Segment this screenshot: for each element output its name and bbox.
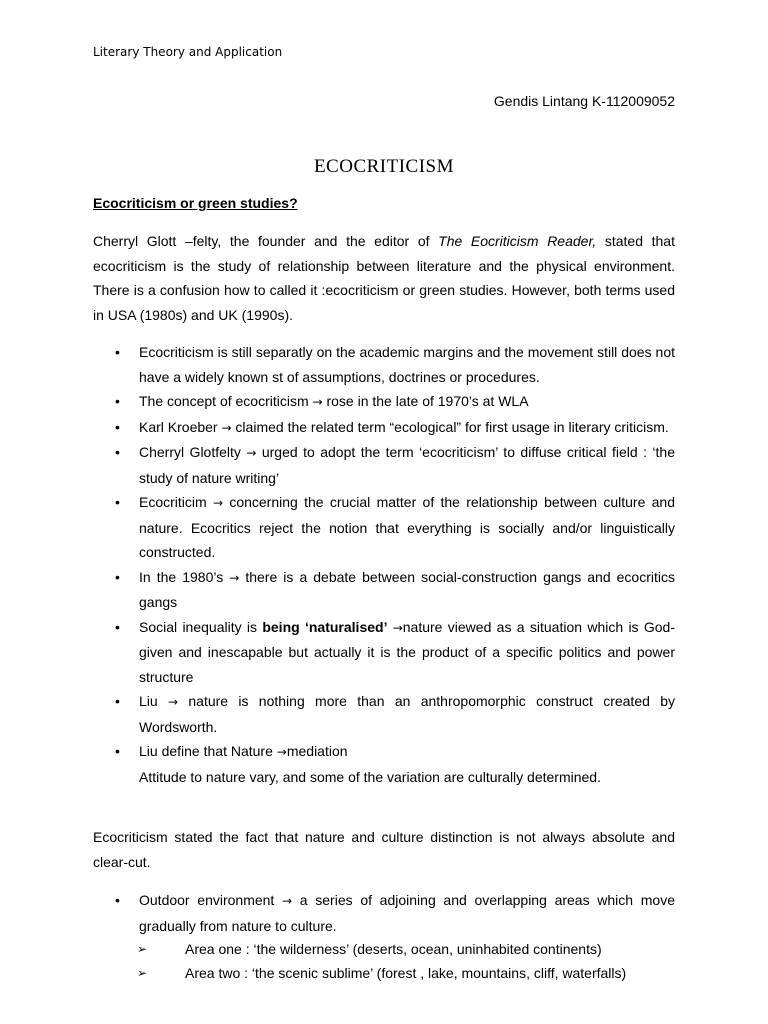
bullet-list-2 <box>93 888 675 938</box>
list-item-text: Ecocriticism is still separatly on the academic margins and the movement still does not have a widely known st of assumptions, doctrines or procedures. <box>139 344 675 385</box>
item-subject: Liu define that Nature <box>139 743 277 759</box>
arrowhead-icon: ➢ <box>137 942 148 956</box>
item-continuation: Attitude to nature vary, and some of the variation are culturally determined. <box>139 768 601 785</box>
author-line: Gendis Lintang K-112009052 <box>493 93 675 109</box>
list-item <box>93 340 675 389</box>
emphasis-text: being ‘naturalised’ <box>262 618 388 635</box>
sub-item-text: Area one : ‘the wilderness’ (deserts, ocean, uninhabited continents) <box>185 941 602 957</box>
bullet-icon: • <box>115 568 120 585</box>
item-detail: concerning the crucial matter of the relationship between culture and nature. Ecocritics reject the notion that everything is socially and/or linguistically constructed. <box>139 494 676 560</box>
list-item <box>93 888 675 938</box>
bullet-icon: • <box>115 618 120 635</box>
item-subject: Cherryl Glotfelty <box>139 444 247 460</box>
bullet-icon: • <box>115 393 120 409</box>
bullet-icon: • <box>115 444 120 460</box>
document-title: ECOCRITICISM <box>313 156 455 177</box>
sub-item-text: Area two : ‘the scenic sublime’ (forest , lake, mountains, cliff, waterfalls) <box>185 965 627 981</box>
bullet-icon: • <box>115 892 120 908</box>
arrow-icon: → <box>282 894 293 908</box>
sub-item <box>139 961 626 986</box>
bullet-icon: • <box>115 494 120 510</box>
item-detail: rose in the late of 1970’s at WLA <box>322 393 529 409</box>
list-item <box>93 389 675 415</box>
list-item <box>93 490 675 565</box>
item-subject: Liu <box>139 693 168 709</box>
arrow-icon: → <box>212 496 224 510</box>
item-detail: a series of adjoining and overlapping areas which move gradually from nature to culture. <box>139 892 676 934</box>
arrow-icon: → <box>168 695 179 709</box>
item-detail: urged to adopt the term ‘ecocriticism’ to diffuse critical field : ‘the study of nature writing’ <box>139 444 675 486</box>
item-subject: Social inequality is <box>139 618 263 635</box>
book-title: The Eocriticism Reader, <box>438 233 597 249</box>
item-subject: Outdoor environment <box>139 892 283 908</box>
bullet-icon: • <box>115 344 120 360</box>
item-detail: nature is nothing more than an anthropomorphic construct created by Wordsworth. <box>139 693 675 735</box>
arrow-icon: → <box>246 446 257 460</box>
arrow-icon: → <box>312 395 323 409</box>
intro-text-a: Cherryl Glott –felty, the founder and the editor of <box>93 233 439 249</box>
course-header: Literary Theory and Application <box>93 45 283 59</box>
list-item <box>93 689 675 739</box>
arrow-icon: → <box>387 620 403 635</box>
list-item <box>93 440 675 490</box>
arrow-icon: → <box>221 420 232 435</box>
list-item <box>93 739 675 789</box>
arrow-icon: → <box>229 570 240 585</box>
item-subject: In the 1980’s <box>139 568 230 585</box>
intro-text-b: stated that ecocriticism is the study of relationship between literature and the physical environment. There is a confusion how to called it :ecocriticism or green studies. However, both terms used in USA (1980s) and UK (1990s). <box>93 233 675 323</box>
arrow-icon: → <box>276 745 287 759</box>
item-detail: nature viewed as a situation which is God-given and inescapable but actually it is the product of a specific politics and power structure <box>139 618 675 685</box>
bullet-list <box>93 340 675 789</box>
item-detail: claimed the related term “ecological” for first usage in literary criticism. <box>231 418 669 435</box>
list-item <box>93 415 675 441</box>
bullet-icon: • <box>115 693 120 709</box>
list-item <box>93 615 675 690</box>
intro-paragraph <box>93 229 675 327</box>
arrowhead-icon: ➢ <box>137 966 148 980</box>
bullet-icon: • <box>115 418 120 435</box>
item-detail: there is a debate between social-construction gangs and ecocritics gangs <box>139 568 675 610</box>
item-detail: mediation <box>286 743 348 759</box>
item-subject: Ecocriticim <box>139 494 213 510</box>
bullet-icon: • <box>115 743 120 759</box>
item-subject: The concept of ecocriticism <box>139 393 313 409</box>
sub-item <box>139 937 602 962</box>
list-item <box>93 565 675 615</box>
item-subject: Karl Kroeber <box>139 418 222 435</box>
section-heading: Ecocriticism or green studies? <box>93 195 298 211</box>
body-paragraph: Ecocriticism stated the fact that nature and culture distinction is not always absolute and clear-cut. <box>93 829 675 870</box>
